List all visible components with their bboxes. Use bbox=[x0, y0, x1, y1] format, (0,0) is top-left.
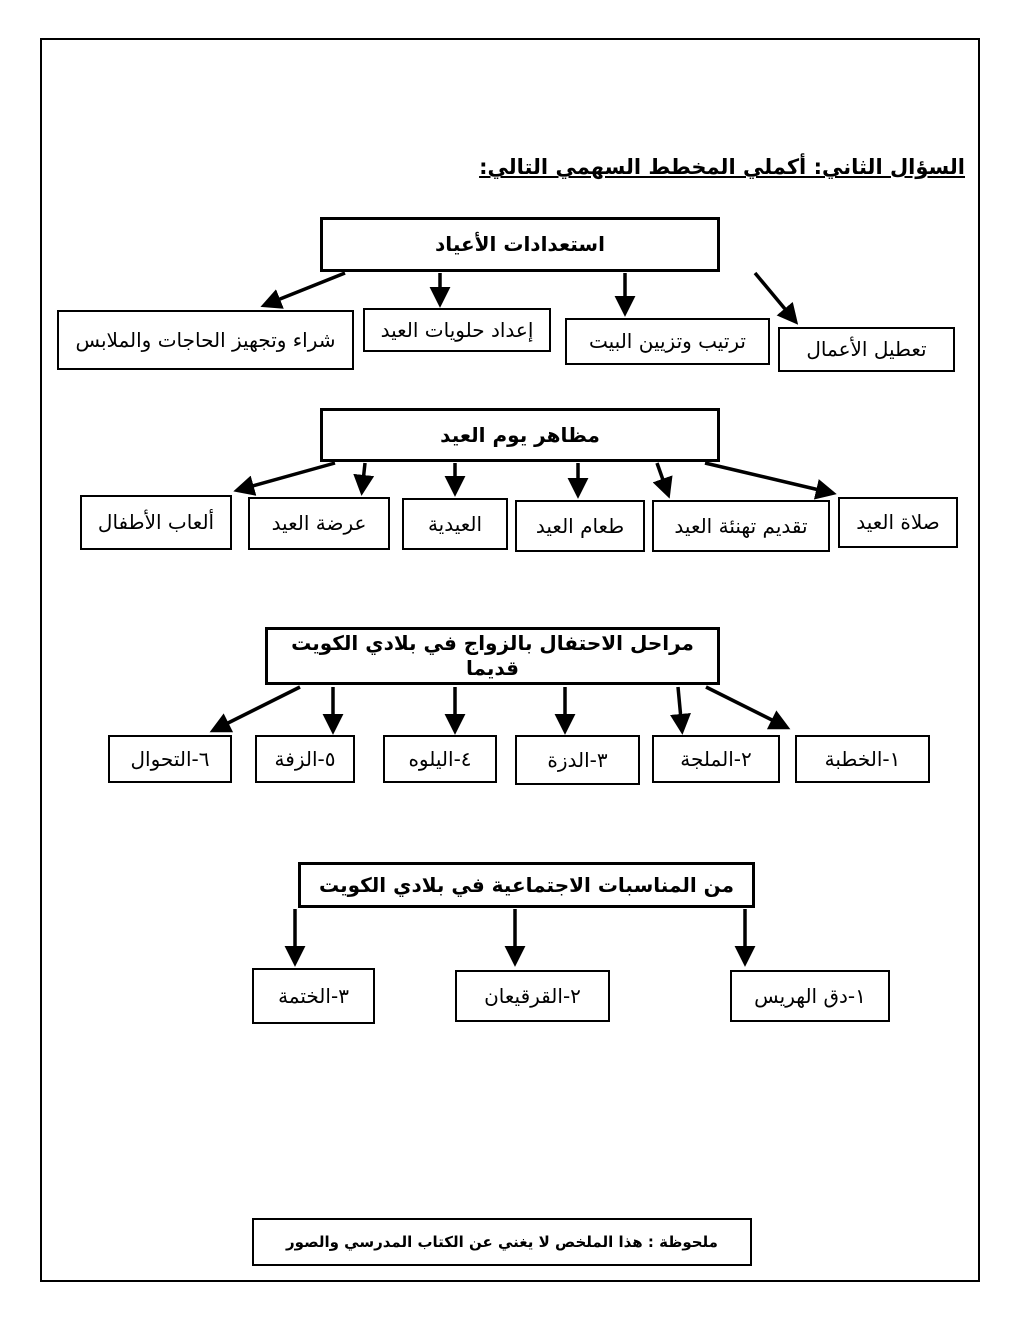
diagram2-child-0: صلاة العيد bbox=[838, 497, 958, 548]
diagram4-child-2: ٣-الختمة bbox=[252, 968, 375, 1024]
diagram1-root: استعدادات الأعياد bbox=[320, 217, 720, 272]
diagram1-child-1: ترتيب وتزيين البيت bbox=[565, 318, 770, 365]
diagram1-child-0: تعطيل الأعمال bbox=[778, 327, 955, 372]
diagram3-child-4: ٥-الزفة bbox=[255, 735, 355, 783]
diagram3-child-1: ٢-الملجة bbox=[652, 735, 780, 783]
diagram4-root: من المناسبات الاجتماعية في بلادي الكويت bbox=[298, 862, 755, 908]
diagram2-child-2: طعام العيد bbox=[515, 500, 645, 552]
diagram3-child-2: ٣-الدزة bbox=[515, 735, 640, 785]
diagram1-child-3: شراء وتجهيز الحاجات والملابس bbox=[57, 310, 354, 370]
diagram3-child-0: ١-الخطبة bbox=[795, 735, 930, 783]
diagram3-child-3: ٤-اليلوه bbox=[383, 735, 497, 783]
diagram2-root: مظاهر يوم العيد bbox=[320, 408, 720, 462]
question-title: السؤال الثاني: أكملي المخطط السهمي التالي: bbox=[479, 155, 965, 179]
diagram3-child-5: ٦-التحوال bbox=[108, 735, 232, 783]
diagram4-child-0: ١-دق الهريس bbox=[730, 970, 890, 1022]
diagram2-child-5: ألعاب الأطفال bbox=[80, 495, 232, 550]
diagram2-child-1: تقديم تهنئة العيد bbox=[652, 500, 830, 552]
diagram2-child-4: عرضة العيد bbox=[248, 497, 390, 550]
diagram4-child-1: ٢-القرقيعان bbox=[455, 970, 610, 1022]
footer-note: ملحوظة : هذا الملخص لا يغني عن الكتاب المدرسي والصور bbox=[252, 1218, 752, 1266]
diagram3-root: مراحل الاحتفال بالزواج في بلادي الكويت قديما bbox=[265, 627, 720, 685]
diagram1-child-2: إعداد حلويات العيد bbox=[363, 308, 551, 352]
diagram2-child-3: العيدية bbox=[402, 498, 508, 550]
